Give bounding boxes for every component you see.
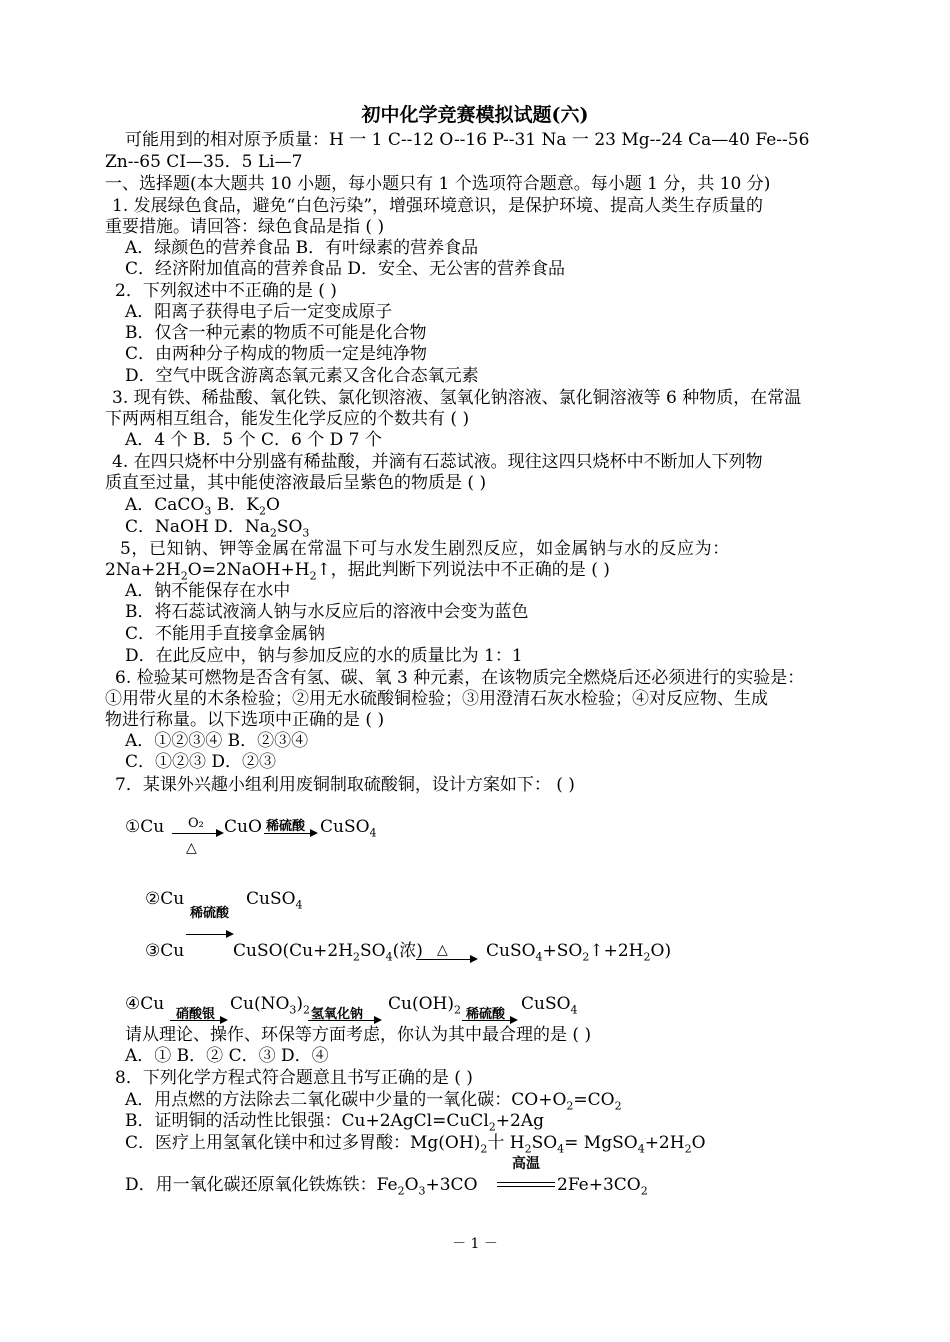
- q5-stem: 5，已知钠、钾等金属在常温下可与水发生剧烈反应，如金属钠与水的反应为：: [120, 539, 730, 559]
- q1-stem: 1. 发展绿色食品，避免“白色污染”，增强环境意识，是保护环境、提高人类生存质量的: [112, 196, 764, 216]
- q5-option-c: C．不能用手直接拿金属钠: [125, 624, 326, 644]
- q8-stem: 8．下列化学方程式符合题意且书写正确的是 ( ): [115, 1068, 473, 1088]
- q4-stem: 4. 在四只烧杯中分别盛有稀盐酸，并滴有石蕊试液。现往这四只烧杯中不断加人下列物: [112, 452, 763, 472]
- q4-options-ab: A．CaCO$_3$ B．$K_2O$: [125, 495, 280, 518]
- q3-stem-cont: 下两两相互组合，能发生化学反应的个数共有 ( ): [105, 409, 470, 429]
- q7-question: 请从理论、操作、环保等方面考虑，你认为其中最合理的是 ( ): [125, 1025, 592, 1045]
- page-title: 初中化学竞赛模拟试题(六): [361, 104, 589, 126]
- q8-option-b: B．证明铜的活动性比银强：Cu+2AgCl=CuCl$_2$+2Ag: [125, 1111, 544, 1134]
- q5-option-b: B．将石蕊试液滴人钠与水反应后的溶液中会变为蓝色: [125, 602, 529, 622]
- q7-stem: 7．某课外兴趣小组利用废铜制取硫酸铜，设计方案如下： ( ): [115, 775, 575, 795]
- q5-equation-line: $2Na+2H_2O=2NaOH+H_2↑$，据此判断下列说法中不正确的是 ( ): [105, 560, 610, 583]
- q8-option-c: C．医疗上用氢氧化镁中和过多胃酸：$Mg(OH)_2$十 $H_2SO_4=$ $MgSO_4+2H_2O$: [125, 1133, 706, 1156]
- q7-options: A．① B．② C．③ D．④: [125, 1046, 329, 1066]
- q2-option-c: C．由两种分子构成的物质一定是纯净物: [125, 344, 428, 364]
- q2-stem: 2．下列叙述中不正确的是 ( ): [115, 281, 337, 301]
- q8-option-a: A．用点燃的方法除去二氧化碳中少量的一氧化碳：$CO+O_2=CO_2$: [125, 1090, 622, 1113]
- q6-stem: 6. 检验某可燃物是否含有氢、碳、氧 3 种元素，在该物质完全燃烧后还必须进行的实验是：: [115, 668, 805, 688]
- q3-options: A．4 个 B．5 个 C．6 个 D 7 个: [125, 430, 382, 450]
- q1-options-cd: C．经济附加值高的营养食品 D．安全、无公害的营养食品: [125, 259, 566, 279]
- q5-option-d: D．在此反应中，钠与参加反应的水的质量比为 1：1: [125, 646, 523, 666]
- q2-option-d: D．空气中既含游离态氧元素又含化合态氧元素: [125, 366, 479, 386]
- atomic-masses-line2: Zn--65 CI—35．5 Li—7: [105, 152, 303, 172]
- q6-stem-cont1: ①用带火星的木条检验；②用无水硫酸铜检验；③用澄清石灰水检验；④对反应物、生成: [105, 689, 768, 709]
- q1-stem-cont: 重要措施。请回答：绿色食品是指 ( ): [105, 217, 385, 237]
- section-heading: 一、选择题(本大题共 10 小题，每小题只有 1 个选项符合题意。每小题 1 分，共 10 分): [105, 174, 771, 194]
- q6-options-cd: C．①②③ D．②③: [125, 752, 277, 772]
- atomic-masses-line1: 可能用到的相对原予质量：H 一 1 C--12 O--16 P--31 Na 一 23 Mg--24 Ca—40 Fe--56: [125, 130, 810, 150]
- q2-option-b: B．仅含一种元素的物质不可能是化合物: [125, 323, 427, 343]
- q4-options-cd: C．NaOH D．$Na_2SO_3$: [125, 517, 310, 540]
- q6-options-ab: A．①②③④ B．②③④: [125, 731, 309, 751]
- q1-options-ab: A．绿颜色的营养食品 B．有叶绿素的营养食品: [125, 238, 479, 258]
- q3-stem: 3. 现有铁、稀盐酸、氧化铁、氯化钡溶液、氢氧化钠溶液、氯化铜溶液等 6 种物质，在常温: [112, 388, 802, 408]
- q4-stem-cont: 质直至过量，其中能使溶液最后呈紫色的物质是 ( ): [105, 473, 487, 493]
- q2-option-a: A．阳离子获得电子后一定变成原子: [125, 302, 393, 322]
- page-number: － 1 －: [452, 1236, 498, 1252]
- q5-option-a: A．钠不能保存在水中: [125, 581, 291, 601]
- q6-stem-cont2: 物进行称量。以下选项中正确的是 ( ): [105, 710, 385, 730]
